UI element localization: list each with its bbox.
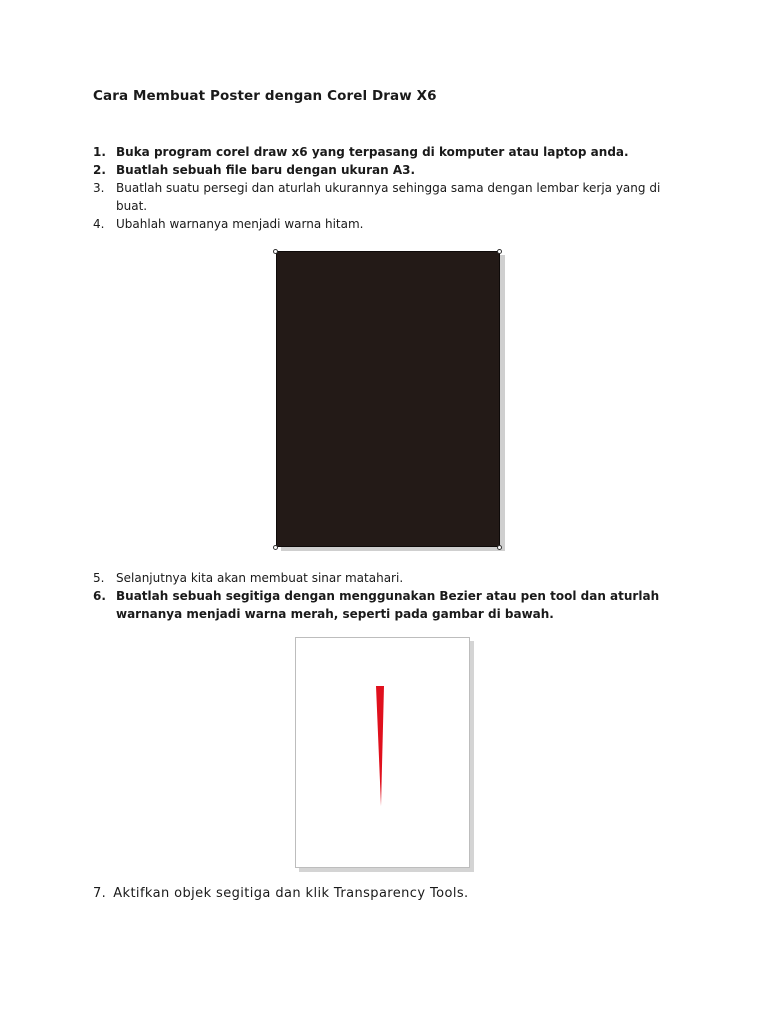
black-rectangle-figure <box>276 251 500 547</box>
step-number: 1. <box>93 145 106 159</box>
red-triangle <box>376 686 384 806</box>
selection-handle <box>497 545 502 550</box>
step-number: 7. <box>93 886 107 901</box>
red-triangle-svg <box>296 638 471 869</box>
red-triangle-figure <box>295 637 470 868</box>
step-number: 4. <box>93 217 105 231</box>
step-number: 6. <box>93 589 106 603</box>
selection-handle <box>497 249 502 254</box>
step-text: Buka program corel draw x6 yang terpasang di komputer atau laptop anda. <box>116 145 629 159</box>
step-item <box>93 569 673 587</box>
steps-list-part2 <box>93 569 673 623</box>
step-item <box>93 143 673 161</box>
step-text: Selanjutnya kita akan membuat sinar matahari. <box>116 571 404 585</box>
step-text: Buatlah sebuah segitiga dengan menggunakan Bezier atau pen tool dan aturlah warnanya menjadi warna merah, seperti pada gambar di bawah. <box>116 589 660 621</box>
selection-handle <box>273 545 278 550</box>
selection-handle <box>273 249 278 254</box>
steps-list-part1 <box>93 143 673 233</box>
step-number: 2. <box>93 163 106 177</box>
step-text: Buatlah suatu persegi dan aturlah ukurannya sehingga sama dengan lembar kerja yang di buat. <box>116 181 661 213</box>
step-item <box>93 587 673 623</box>
step-text: Buatlah sebuah file baru dengan ukuran A3. <box>116 163 416 177</box>
step-item <box>93 161 673 179</box>
step-item <box>93 215 673 233</box>
document-title: Cara Membuat Poster dengan Corel Draw X6 <box>93 88 437 104</box>
step-text: Ubahlah warnanya menjadi warna hitam. <box>116 217 364 231</box>
step-number: 3. <box>93 181 105 195</box>
step-number: 5. <box>93 571 105 585</box>
step-item <box>93 179 673 215</box>
step-text: Aktifkan objek segitiga dan klik Transparency Tools. <box>113 886 469 901</box>
step-item-7 <box>93 886 469 901</box>
